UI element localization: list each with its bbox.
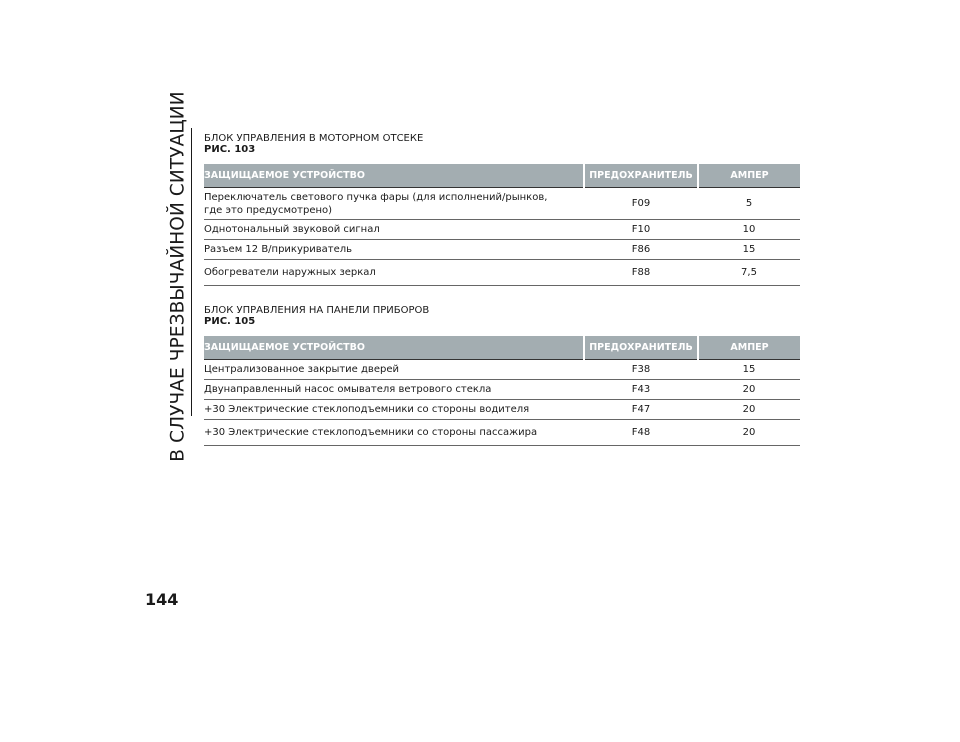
device-cell: Разъем 12 В/прикуриватель (204, 240, 584, 260)
amp-cell: 7,5 (698, 260, 800, 286)
fuse-cell: F09 (584, 188, 698, 220)
table-row (204, 260, 800, 286)
fuse-cell: F38 (584, 360, 698, 380)
fuse-cell: F10 (584, 220, 698, 240)
header-device: ЗАЩИЩАЕМОЕ УСТРОЙСТВО (204, 336, 584, 360)
amp-cell: 20 (698, 420, 800, 446)
fuse-cell: F47 (584, 400, 698, 420)
header-amp: АМПЕР (698, 164, 800, 188)
table-row (204, 360, 800, 380)
device-cell: Обогреватели наружных зеркал (204, 260, 584, 286)
figure-reference: РИС. 105 (204, 316, 256, 327)
table-row (204, 380, 800, 400)
header-device: ЗАЩИЩАЕМОЕ УСТРОЙСТВО (204, 164, 584, 188)
amp-cell: 15 (698, 360, 800, 380)
fuse-cell: F86 (584, 240, 698, 260)
amp-cell: 20 (698, 400, 800, 420)
figure-reference: РИС. 103 (204, 144, 256, 155)
table-row (204, 400, 800, 420)
device-cell: Переключатель светового пучка фары (для исполнений/рынков, где это предусмотрено) (204, 188, 584, 220)
device-cell: Централизованное закрытие дверей (204, 360, 584, 380)
dashboard-fuse-section (204, 305, 800, 446)
table-header-row (204, 336, 800, 360)
chapter-title-text: В СЛУЧАЕ ЧРЕЗВЫЧАЙНОЙ СИТУАЦИИ (167, 90, 189, 462)
fuse-cell: F48 (584, 420, 698, 446)
amp-cell: 5 (698, 188, 800, 220)
chapter-title (166, 90, 190, 462)
table-row (204, 240, 800, 260)
section-title: БЛОК УПРАВЛЕНИЯ НА ПАНЕЛИ ПРИБОРОВ (204, 305, 430, 316)
engine-fuse-section (204, 133, 800, 286)
fuse-table (204, 336, 800, 446)
device-cell: +30 Электрические стеклоподъемники со стороны пассажира (204, 420, 584, 446)
device-cell: Двунаправленный насос омывателя ветрового стекла (204, 380, 584, 400)
table-row (204, 420, 800, 446)
fuse-table (204, 164, 800, 286)
header-fuse: ПРЕДОХРАНИТЕЛЬ (584, 336, 698, 360)
chapter-divider (191, 128, 192, 416)
amp-cell: 20 (698, 380, 800, 400)
page-number: 144 (145, 590, 179, 609)
section-title: БЛОК УПРАВЛЕНИЯ В МОТОРНОМ ОТСЕКЕ (204, 133, 424, 144)
table-row (204, 188, 800, 220)
fuse-cell: F43 (584, 380, 698, 400)
table-header-row (204, 164, 800, 188)
amp-cell: 15 (698, 240, 800, 260)
header-amp: АМПЕР (698, 336, 800, 360)
device-cell: +30 Электрические стеклоподъемники со стороны водителя (204, 400, 584, 420)
fuse-cell: F88 (584, 260, 698, 286)
amp-cell: 10 (698, 220, 800, 240)
header-fuse: ПРЕДОХРАНИТЕЛЬ (584, 164, 698, 188)
table-row (204, 220, 800, 240)
device-cell: Однотональный звуковой сигнал (204, 220, 584, 240)
